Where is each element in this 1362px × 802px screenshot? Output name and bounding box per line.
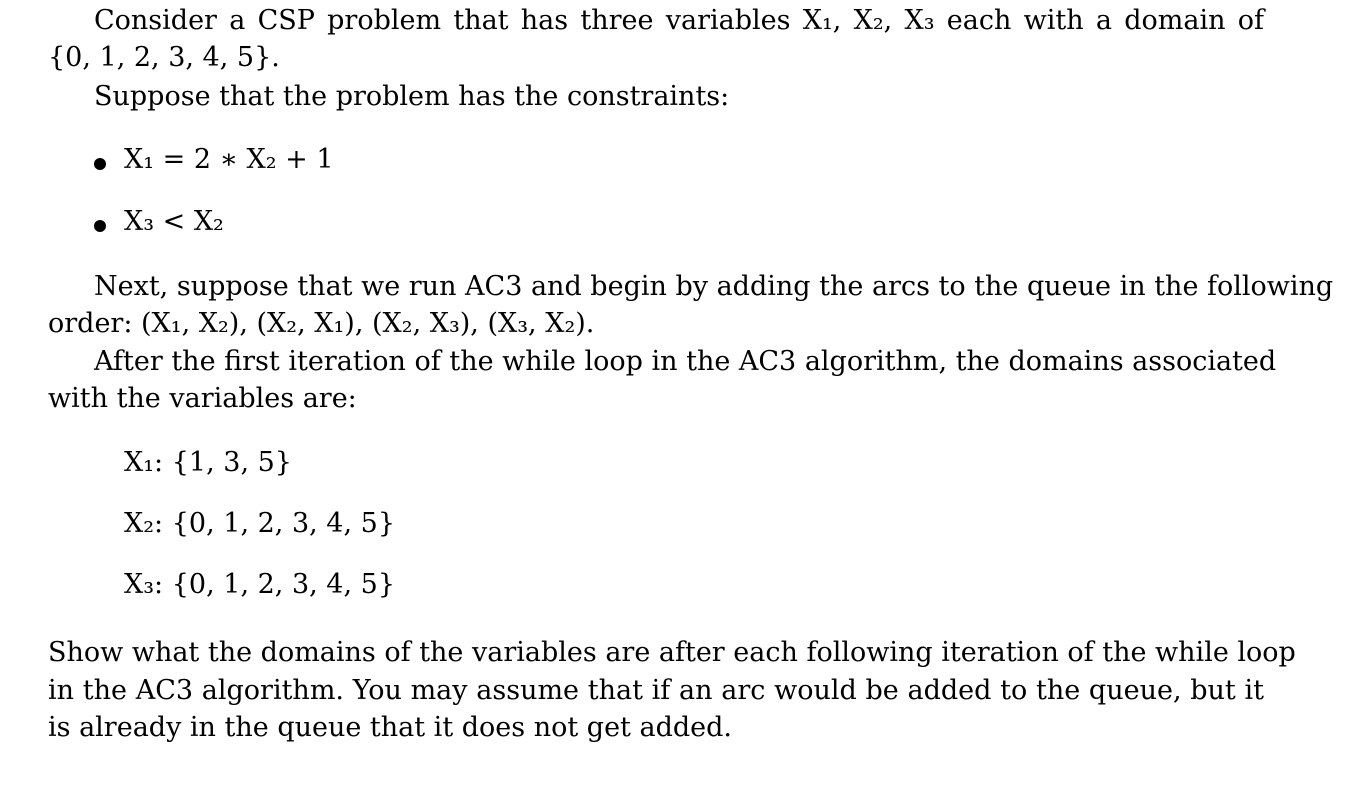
domain-row-x3 — [124, 568, 395, 602]
paragraph-5-line-3: is already in the queue that it does not get added. — [48, 712, 732, 743]
paragraph-3-line-2: order: (X₁, X₂), (X₂, X₁), (X₂, X₃), (X₃, X₂). — [48, 308, 595, 339]
paragraph-3-line-1: Next, suppose that we run AC3 and begin by adding the arcs to the queue in the following — [94, 271, 1334, 302]
paragraph-1-line-2: {0, 1, 2, 3, 4, 5}. — [48, 42, 280, 73]
domain-var-x1: X₁: — [124, 447, 164, 478]
constraint-1: X₁ = 2 ∗ X₂ + 1 — [124, 144, 334, 175]
domain-var-x3: X₃: — [124, 569, 164, 600]
domain-row-x2 — [124, 507, 395, 541]
domain-var-x2: X₂: — [124, 508, 164, 539]
bullet-2-icon — [94, 220, 106, 232]
paragraph-4-line-2: with the variables are: — [48, 383, 357, 414]
domain-value-x3: {0, 1, 2, 3, 4, 5} — [171, 569, 396, 600]
paragraph-4-line-1: After the first iteration of the while loop in the AC3 algorithm, the domains associated — [94, 346, 1277, 377]
domain-value-x2: {0, 1, 2, 3, 4, 5} — [171, 508, 396, 539]
domain-value-x1: {1, 3, 5} — [171, 447, 292, 478]
constraint-2: X₃ < X₂ — [124, 206, 224, 237]
paragraph-5-line-1: Show what the domains of the variables are after each following iteration of the while loop — [48, 637, 1296, 668]
bullet-1-icon — [94, 158, 106, 170]
paragraph-1-line-1: Consider a CSP problem that has three variables X₁, X₂, X₃ each with a domain of — [94, 5, 1264, 36]
domain-row-x1 — [124, 446, 292, 480]
paragraph-2: Suppose that the problem has the constraints: — [94, 81, 730, 112]
paragraph-5-line-2: in the AC3 algorithm. You may assume that if an arc would be added to the queue, but it — [48, 675, 1264, 706]
